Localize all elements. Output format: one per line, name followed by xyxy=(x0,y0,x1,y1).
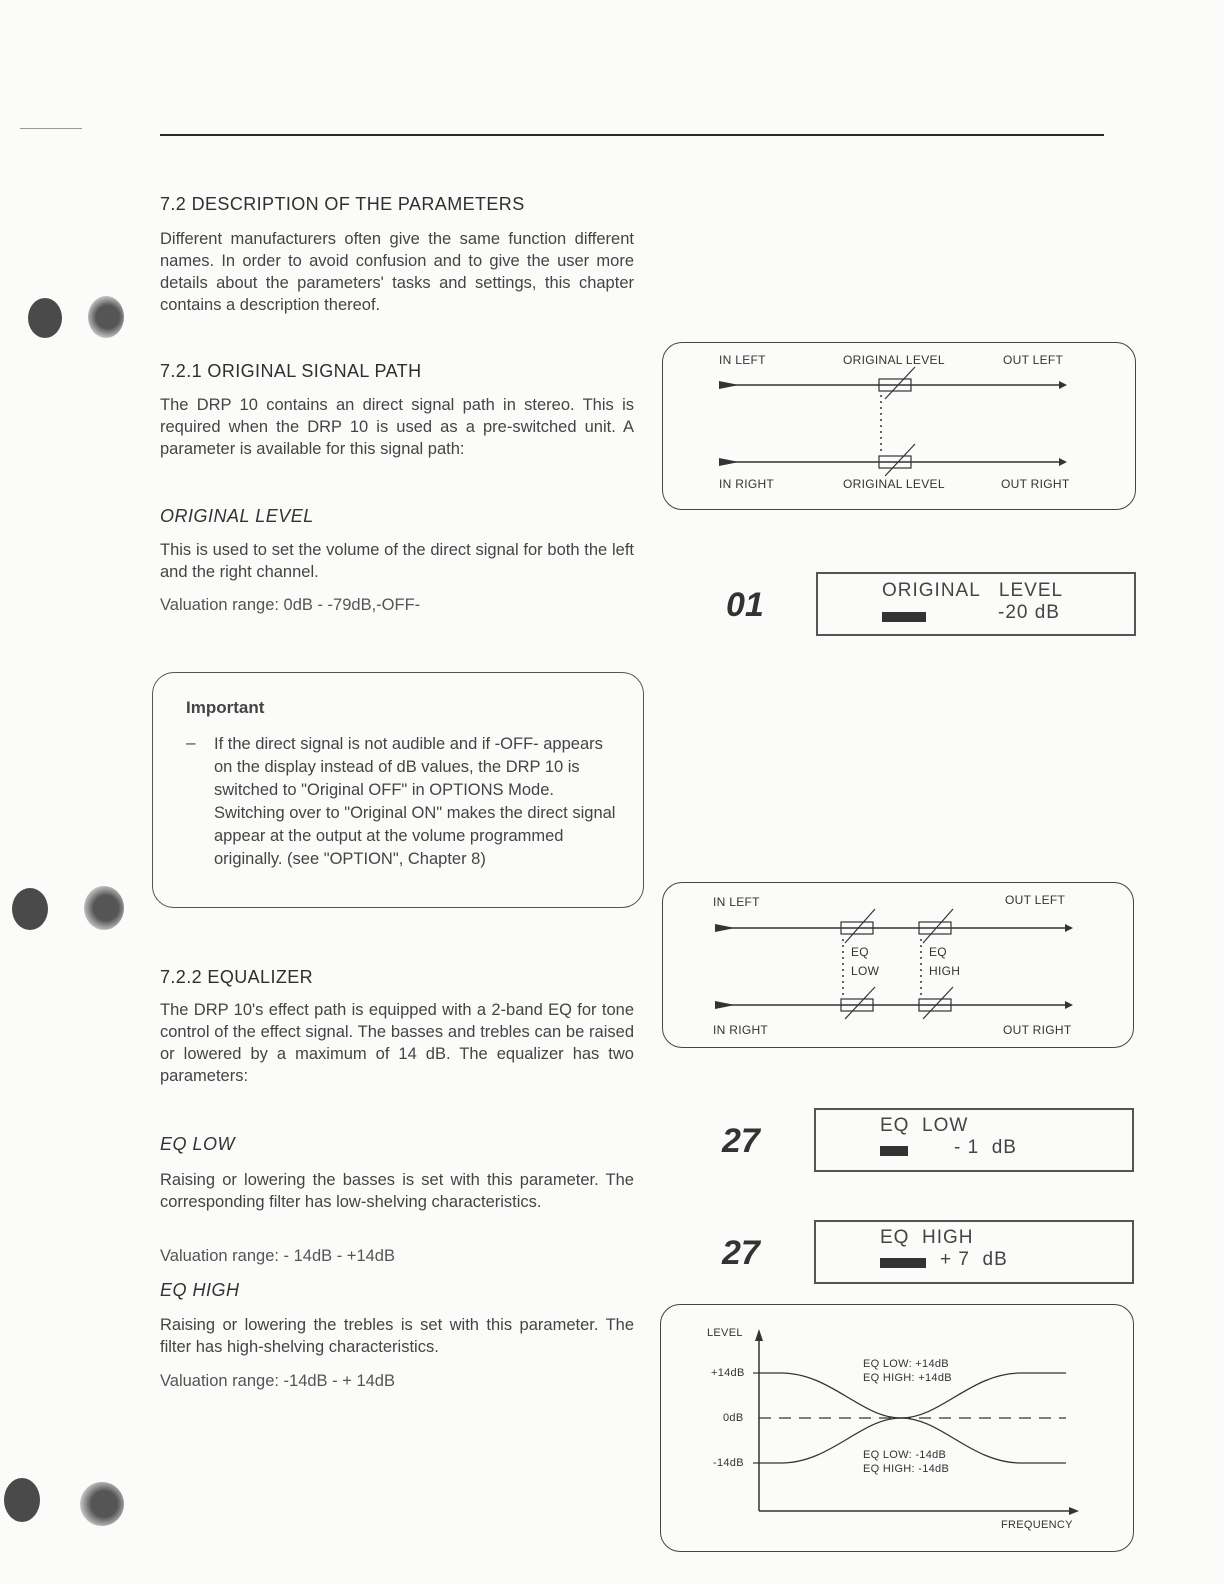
eq-curve-cut-high: EQ HIGH: -14dB xyxy=(863,1463,950,1475)
diagram-in-right: IN RIGHT xyxy=(719,477,775,491)
eq-diagram-in-left: IN LEFT xyxy=(713,895,760,909)
margin-mark xyxy=(20,128,82,129)
eq-diagram-out-left: OUT LEFT xyxy=(1005,893,1066,907)
diagram-out-left: OUT LEFT xyxy=(1003,353,1064,367)
original-path-text: The DRP 10 contains an direct signal path in stereo. This is required when the DRP 10 is used as a pre-switched unit. A parameter is available for this signal path: xyxy=(160,396,634,458)
original-path-diagram xyxy=(662,342,1136,510)
eq-curve-plot xyxy=(661,1305,1133,1551)
lcd-line-param: ORIGINAL LEVEL xyxy=(882,580,1064,601)
original-level-title: ORIGINAL LEVEL xyxy=(160,506,314,526)
section-intro: Different manufacturers often give the same function different names. In order to avoid confusion and to give the user more details about the parameters' tasks and settings, this chapter contains a description thereof. xyxy=(160,230,634,314)
eq-high-range: Valuation range: -14dB - + 14dB xyxy=(160,1372,395,1390)
eq-diagram-low-1: EQ xyxy=(851,945,869,959)
eq-curve-tick-zero: 0dB xyxy=(723,1412,744,1424)
eq-high-title: EQ HIGH xyxy=(160,1280,240,1300)
equalizer-text: The DRP 10's effect path is equipped with a 2-band EQ for tone control of the effect signal. The basses and trebles can be raised or lowered by a maximum of 14 dB. The equalizer has two parameters: xyxy=(160,1001,634,1085)
eq-curve-boost-high: EQ HIGH: +14dB xyxy=(863,1372,952,1384)
diagram-level-top: ORIGINAL LEVEL xyxy=(843,353,945,367)
punch-hole-2 xyxy=(12,888,48,930)
eq-low-title: EQ LOW xyxy=(160,1134,236,1154)
eq-curve-tick-high: +14dB xyxy=(711,1367,745,1379)
eq-diagram-in-right: IN RIGHT xyxy=(713,1023,769,1037)
original-path-lines xyxy=(663,343,1135,509)
lcd-display-eq-low xyxy=(814,1108,1134,1172)
eq-curve-tick-low: -14dB xyxy=(713,1457,744,1469)
lcd-display-eq-high xyxy=(814,1220,1134,1284)
important-text: If the direct signal is not audible and if -OFF- appears on the display instead of dB values, the DRP 10 is switched to "Original OFF" in OPTIONS Mode. Switching over to "Original ON" makes the direct signal appear at the output at the volume programmed originally. (see "OPTION", Chapter 8) xyxy=(214,735,616,868)
display-number-27-high: 27 xyxy=(722,1234,760,1272)
lcd-eq-high-value: + 7 dB xyxy=(940,1249,1008,1270)
lcd-eq-high-param: EQ HIGH xyxy=(880,1227,974,1248)
header-rule xyxy=(160,134,1104,136)
original-level-range: Valuation range: 0dB - -79dB,-OFF- xyxy=(160,596,421,614)
diagram-out-right: OUT RIGHT xyxy=(1001,477,1070,491)
eq-curve-cut-low: EQ LOW: -14dB xyxy=(863,1449,947,1461)
important-dash: – xyxy=(186,733,196,752)
punch-hole-1 xyxy=(28,298,62,338)
eq-curve-y-axis-label: LEVEL xyxy=(707,1327,743,1339)
lcd-display-original-level xyxy=(816,572,1136,636)
display-number-27-low: 27 xyxy=(722,1122,760,1160)
lcd-eq-low-bar xyxy=(880,1146,908,1156)
punch-hole-3 xyxy=(4,1478,40,1522)
lcd-level-bar xyxy=(882,612,926,622)
equalizer-title: 7.2.2 EQUALIZER xyxy=(160,967,314,987)
eq-diagram-low-2: LOW xyxy=(851,964,880,978)
eq-diagram-high-2: HIGH xyxy=(929,964,961,978)
diagram-in-left: IN LEFT xyxy=(719,353,766,367)
eq-response-diagram xyxy=(660,1304,1134,1552)
eq-diagram-out-right: OUT RIGHT xyxy=(1003,1023,1072,1037)
display-number-01: 01 xyxy=(726,586,764,624)
eq-high-text: Raising or lowering the trebles is set with this parameter. The filter has high-shelving characteristics. xyxy=(160,1316,634,1356)
punch-hole-shadow-2 xyxy=(84,886,124,930)
important-title: Important xyxy=(186,698,265,717)
original-path-title: 7.2.1 ORIGINAL SIGNAL PATH xyxy=(160,361,422,381)
lcd-eq-low-value: - 1 dB xyxy=(954,1137,1017,1158)
eq-path-diagram xyxy=(662,882,1134,1048)
eq-low-range: Valuation range: - 14dB - +14dB xyxy=(160,1247,395,1265)
lcd-line-value: -20 dB xyxy=(998,602,1060,623)
eq-low-text: Raising or lowering the basses is set with this parameter. The corresponding filter has low-shelving characteristics. xyxy=(160,1171,634,1211)
lcd-eq-high-bar xyxy=(880,1258,926,1268)
eq-curve-x-axis-label: FREQUENCY xyxy=(1001,1519,1073,1531)
lcd-eq-low-param: EQ LOW xyxy=(880,1115,969,1136)
eq-diagram-high-1: EQ xyxy=(929,945,947,959)
eq-curve-boost-low: EQ LOW: +14dB xyxy=(863,1358,949,1370)
punch-hole-shadow-1 xyxy=(88,296,124,338)
original-level-text: This is used to set the volume of the direct signal for both the left and the right channel. xyxy=(160,541,634,581)
section-title: 7.2 DESCRIPTION OF THE PARAMETERS xyxy=(160,194,525,214)
punch-hole-shadow-3 xyxy=(80,1482,124,1526)
diagram-level-bottom: ORIGINAL LEVEL xyxy=(843,477,945,491)
eq-path-lines xyxy=(663,883,1133,1047)
